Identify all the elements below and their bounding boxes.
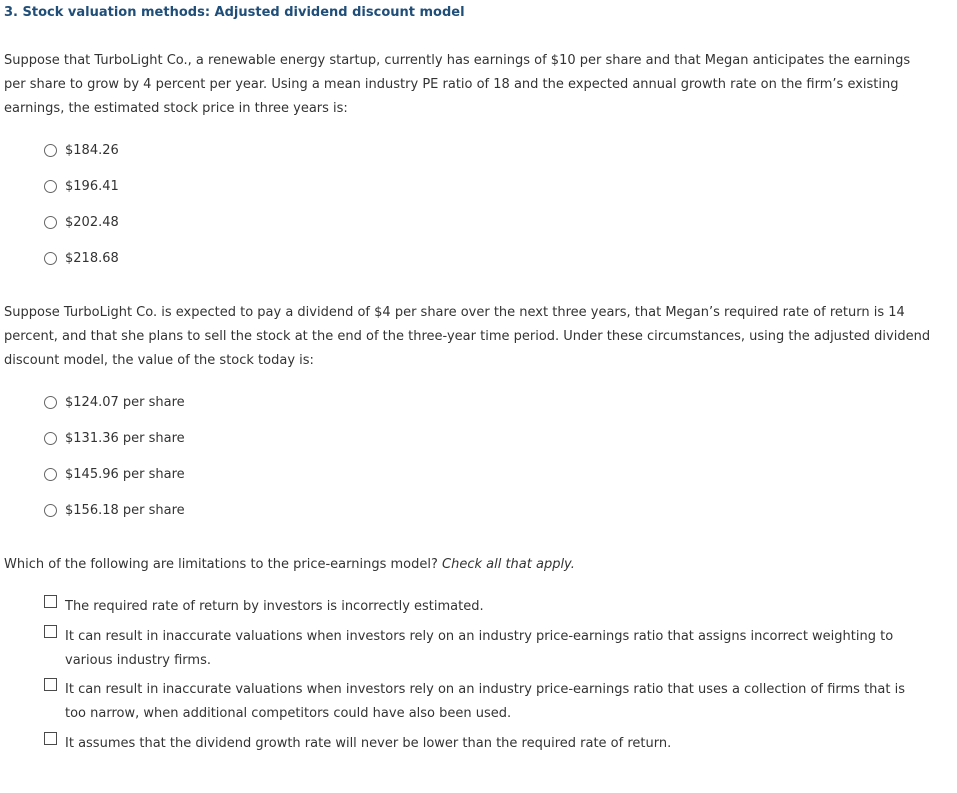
question-3-options	[44, 600, 914, 762]
checkbox-option[interactable]	[44, 625, 914, 683]
option-label: $196.41	[65, 179, 119, 194]
option-label: It can result in inaccurate valuations when investors rely on an industry price-earnings ratio that assigns incorrect weighting to various industry firms.	[65, 629, 894, 668]
radio-button[interactable]	[44, 180, 57, 193]
radio-button[interactable]	[44, 468, 57, 481]
question-3-text	[4, 553, 934, 577]
checkbox-option[interactable]	[44, 732, 914, 762]
checkbox[interactable]	[44, 625, 57, 638]
checkbox-option[interactable]	[44, 678, 914, 737]
radio-button[interactable]	[44, 144, 57, 157]
option-label: The required rate of return by investors is incorrectly estimated.	[65, 599, 484, 614]
checkbox[interactable]	[44, 595, 57, 608]
question-3-prompt: Which of the following are limitations to the price-earnings model?	[4, 557, 438, 572]
radio-button[interactable]	[44, 504, 57, 517]
checkbox[interactable]	[44, 678, 57, 691]
option-label: $145.96 per share	[65, 467, 185, 482]
option-label: $156.18 per share	[65, 503, 185, 518]
radio-button[interactable]	[44, 252, 57, 265]
radio-button[interactable]	[44, 216, 57, 229]
option-label: It assumes that the dividend growth rate will never be lower than the required rate of return.	[65, 736, 672, 751]
option-label: $202.48	[65, 215, 119, 230]
option-label: $124.07 per share	[65, 395, 185, 410]
page-title: 3. Stock valuation methods: Adjusted dividend discount model	[4, 5, 465, 20]
radio-button[interactable]	[44, 396, 57, 409]
question-3-instruction: Check all that apply.	[442, 557, 575, 572]
checkbox[interactable]	[44, 732, 57, 745]
option-label: $184.26	[65, 143, 119, 158]
option-label: It can result in inaccurate valuations when investors rely on an industry price-earnings ratio that uses a collection of firms that is too narrow, when additional competitors could have also been used.	[65, 682, 905, 721]
option-label: $131.36 per share	[65, 431, 185, 446]
question-2-text: Suppose TurboLight Co. is expected to pay a dividend of $4 per share over the next three years, that Megan’s required rate of return is 14 percent, and that she plans to sell the stock at the end of the three-year time period. Under these circumstances, using the adjusted dividend discount model, the value of the stock today is:	[4, 305, 931, 368]
radio-button[interactable]	[44, 432, 57, 445]
option-label: $218.68	[65, 251, 119, 266]
question-1-text: Suppose that TurboLight Co., a renewable energy startup, currently has earnings of $10 per share and that Megan anticipates the earnings per share to grow by 4 percent per year. Using a mean industry PE ratio of 18 and the expected annual growth rate on the firm’s existing earnings, the estimated stock price in three years is:	[4, 53, 911, 116]
